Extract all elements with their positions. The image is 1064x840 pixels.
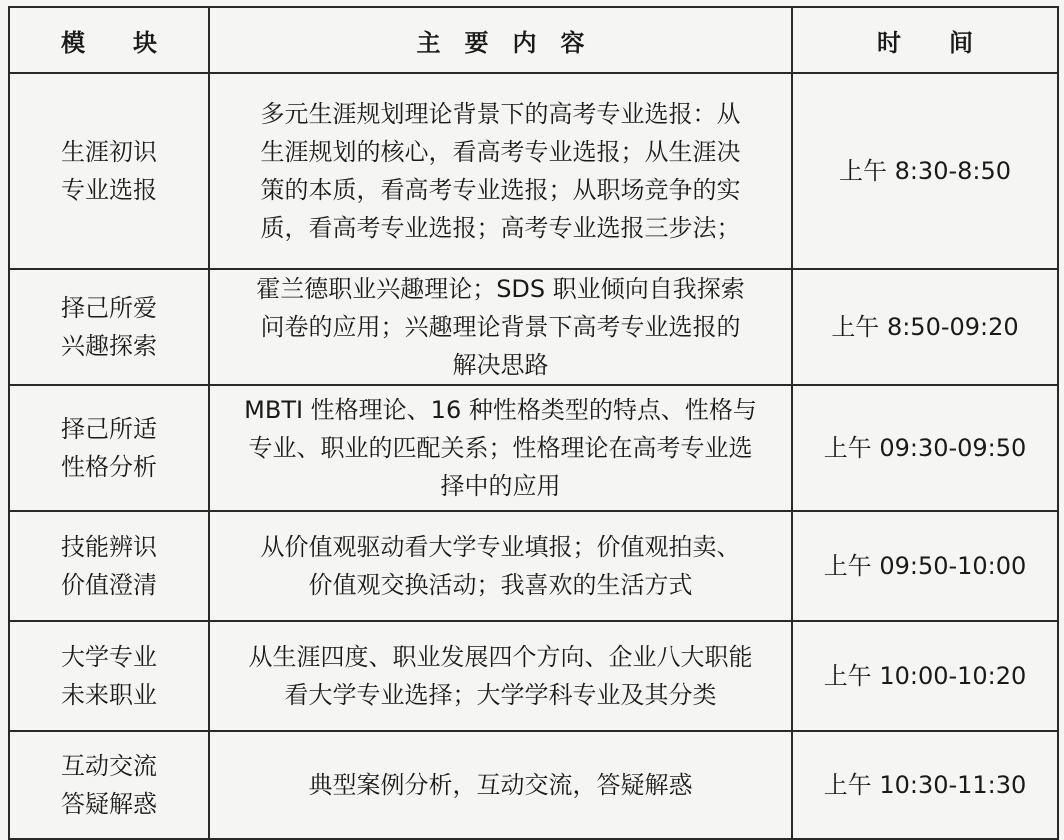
module-line: 择己所爱 xyxy=(61,294,157,322)
content-line: 解决思路 xyxy=(452,351,549,379)
content-cell xyxy=(209,385,792,511)
content-line: 从生涯四度、职业发展四个方向、企业八大职能 xyxy=(248,643,753,671)
module-line: 性格分析 xyxy=(61,453,157,481)
content-line: 专业、职业的匹配关系；性格理论在高考专业选 xyxy=(248,434,753,462)
content-cell xyxy=(209,269,792,385)
content-line: 质，看高考专业选报；高考专业选报三步法； xyxy=(260,214,741,242)
content-line: 生涯规划的核心，看高考专业选报；从生涯决 xyxy=(260,138,741,166)
module-cell xyxy=(9,385,209,511)
schedule-table xyxy=(8,6,1059,840)
content-line: 价值观交换活动；我喜欢的生活方式 xyxy=(308,571,693,599)
content-line: 从价值观驱动看大学专业填报；价值观拍卖、 xyxy=(260,533,741,561)
module-line: 未来职业 xyxy=(61,681,157,709)
time-cell: 上午 8:30-8:50 xyxy=(792,73,1058,269)
schedule-body xyxy=(9,73,1058,839)
module-cell xyxy=(9,269,209,385)
content-cell xyxy=(209,731,792,839)
time-cell: 上午 09:30-09:50 xyxy=(792,385,1058,511)
module-cell xyxy=(9,731,209,839)
header-module: 模 块 xyxy=(9,7,209,73)
content-line: 典型案例分析，互动交流，答疑解惑 xyxy=(308,771,693,799)
header-time: 时 间 xyxy=(792,7,1058,73)
table-row xyxy=(9,73,1058,269)
module-line: 答疑解惑 xyxy=(61,790,157,818)
module-line: 技能辨识 xyxy=(61,533,157,561)
time-cell: 上午 10:30-11:30 xyxy=(792,731,1058,839)
module-line: 价值澄清 xyxy=(61,571,157,599)
time-cell: 上午 10:00-10:20 xyxy=(792,621,1058,731)
module-line: 专业选报 xyxy=(61,176,157,204)
table-row xyxy=(9,385,1058,511)
content-line: 霍兰德职业兴趣理论；SDS 职业倾向自我探索 xyxy=(256,275,745,303)
module-line: 互动交流 xyxy=(61,752,157,780)
module-cell xyxy=(9,621,209,731)
time-cell: 上午 8:50-09:20 xyxy=(792,269,1058,385)
table-row xyxy=(9,731,1058,839)
content-line: 多元生涯规划理论背景下的高考专业选报：从 xyxy=(260,100,741,128)
content-line: 策的本质，看高考专业选报；从职场竞争的实 xyxy=(260,176,741,204)
content-line: 看大学专业选择；大学学科专业及其分类 xyxy=(284,681,717,709)
content-cell xyxy=(209,511,792,621)
module-line: 大学专业 xyxy=(61,643,157,671)
module-cell xyxy=(9,73,209,269)
module-line: 兴趣探索 xyxy=(61,332,157,360)
content-cell xyxy=(209,621,792,731)
table-row xyxy=(9,269,1058,385)
table-row xyxy=(9,621,1058,731)
content-line: 问卷的应用；兴趣理论背景下高考专业选报的 xyxy=(260,313,741,341)
module-cell xyxy=(9,511,209,621)
table-row xyxy=(9,511,1058,621)
content-line: 择中的应用 xyxy=(440,472,561,500)
time-cell: 上午 09:50-10:00 xyxy=(792,511,1058,621)
header-row xyxy=(9,7,1058,73)
module-line: 择己所适 xyxy=(61,415,157,443)
header-content: 主 要 内 容 xyxy=(209,7,792,73)
module-line: 生涯初识 xyxy=(61,138,157,166)
content-line: MBTI 性格理论、16 种性格类型的特点、性格与 xyxy=(244,396,757,424)
content-cell xyxy=(209,73,792,269)
